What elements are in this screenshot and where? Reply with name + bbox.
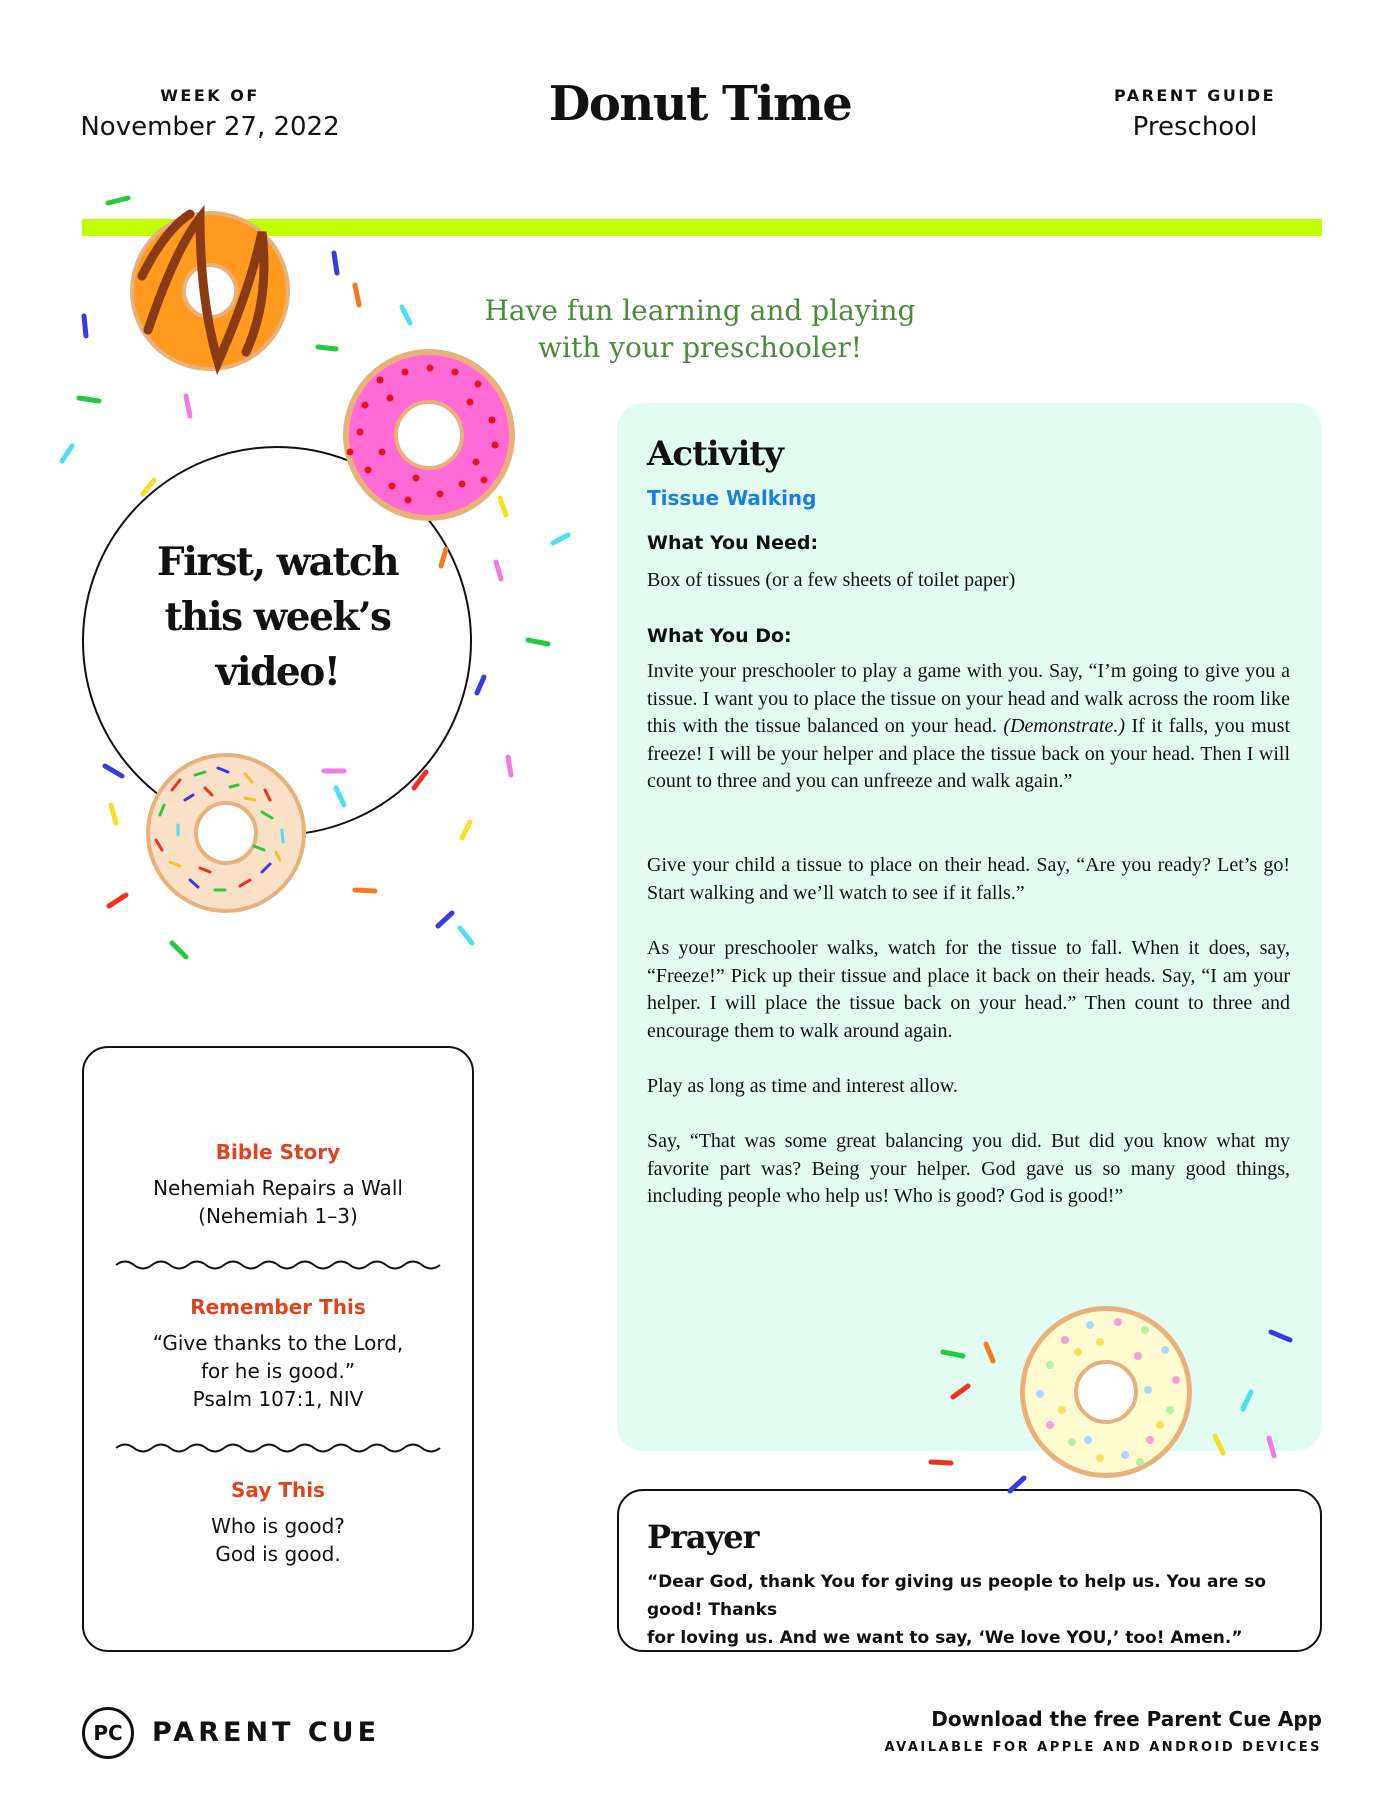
remember-heading: Remember This xyxy=(190,1295,366,1319)
activity-paragraph-1-demo: (Demonstrate.) xyxy=(1003,715,1126,738)
need-text: Box of tissues (or a few sheets of toilet paper) xyxy=(647,569,1016,591)
say-this-line-1: Who is good? xyxy=(211,1514,345,1538)
download-app-subtext: AVAILABLE FOR APPLE AND ANDROID DEVICES xyxy=(884,1740,1322,1755)
wavy-divider-1 xyxy=(116,1262,440,1269)
do-heading: What You Do: xyxy=(647,625,792,647)
pink-donut-illustration xyxy=(343,349,515,521)
parent-cue-logo-icon: PC xyxy=(82,1707,134,1759)
bible-story-line-2: (Nehemiah 1–3) xyxy=(198,1204,358,1228)
guide-label: PARENT GUIDE xyxy=(1113,86,1277,105)
video-prompt-line-3: video! xyxy=(215,649,340,695)
wavy-divider-2 xyxy=(116,1445,440,1452)
download-app-link[interactable]: Download the free Parent Cue App xyxy=(931,1707,1322,1731)
activity-title: Activity xyxy=(647,434,783,474)
prayer-line-2: for loving us. And we want to say, ‘We love YOU,’ too! Amen.” xyxy=(647,1628,1243,1648)
page-title: Donut Time xyxy=(548,76,852,132)
activity-paragraph-4: Play as long as time and interest allow. xyxy=(647,1075,958,1097)
tagline-line-2: with your preschooler! xyxy=(538,331,862,364)
activity-paragraph-3: As your preschooler walks, watch for the tissue to fall. When it does, say, “Freeze!” Pick up their tissue and place it back on their heads. Say, “I am your helper. I will place the tissue back on your head.” Then count to three and encourage them to walk around again. xyxy=(647,937,1290,1042)
video-prompt-line-2: this week’s xyxy=(164,594,391,640)
tagline-line-1: Have fun learning and playing xyxy=(484,294,916,327)
bible-story-line-1: Nehemiah Repairs a Wall xyxy=(153,1176,403,1200)
activity-subtitle: Tissue Walking xyxy=(647,486,817,510)
remember-line-2: for he is good.” xyxy=(200,1359,356,1383)
say-this-line-2: God is good. xyxy=(215,1542,341,1566)
cream-donut-illustration xyxy=(1020,1306,1192,1478)
activity-paragraph-2: Give your child a tissue to place on their head. Say, “Are you ready? Let’s go! Start walking and we’ll watch to see if it falls.” xyxy=(647,854,1290,904)
activity-paragraph-1-b: If it falls, you must freeze! I will be your helper and place the tissue back on your head. Then I will count to three and you can unfreeze and walk again.” xyxy=(647,715,1291,793)
video-prompt-line-1: First, watch xyxy=(156,539,399,585)
say-this-heading: Say This xyxy=(231,1478,325,1502)
week-date: November 27, 2022 xyxy=(80,112,340,142)
guide-value: Preschool xyxy=(1132,112,1258,142)
parent-cue-logo-text: PARENT CUE xyxy=(152,1717,381,1748)
remember-line-3: Psalm 107:1, NIV xyxy=(192,1387,364,1411)
activity-paragraph-5: Say, “That was some great balancing you did. But did you know what my favorite part was? Being your helper. God gave us so many good things, including people who help us! Who is good? God is good!” xyxy=(647,1130,1290,1208)
remember-line-1: “Give thanks to the Lord, xyxy=(152,1331,404,1355)
need-heading: What You Need: xyxy=(647,532,819,554)
rainbow-sprinkle-donut-illustration xyxy=(146,753,306,913)
prayer-title: Prayer xyxy=(647,1518,759,1556)
prayer-line-1: “Dear God, thank You for giving us people to help us. You are so good! Thanks xyxy=(647,1572,1267,1620)
week-label: WEEK OF xyxy=(160,86,260,105)
orange-donut-illustration xyxy=(130,211,290,371)
bible-story-heading: Bible Story xyxy=(215,1140,341,1164)
activity-paragraph-1-a: Invite your preschooler to play a game with you. Say, “I’m going to give you a tissue. I want you to place the tissue on your head and walk across the room like this with the tissue balanced on your head. xyxy=(647,660,1290,738)
